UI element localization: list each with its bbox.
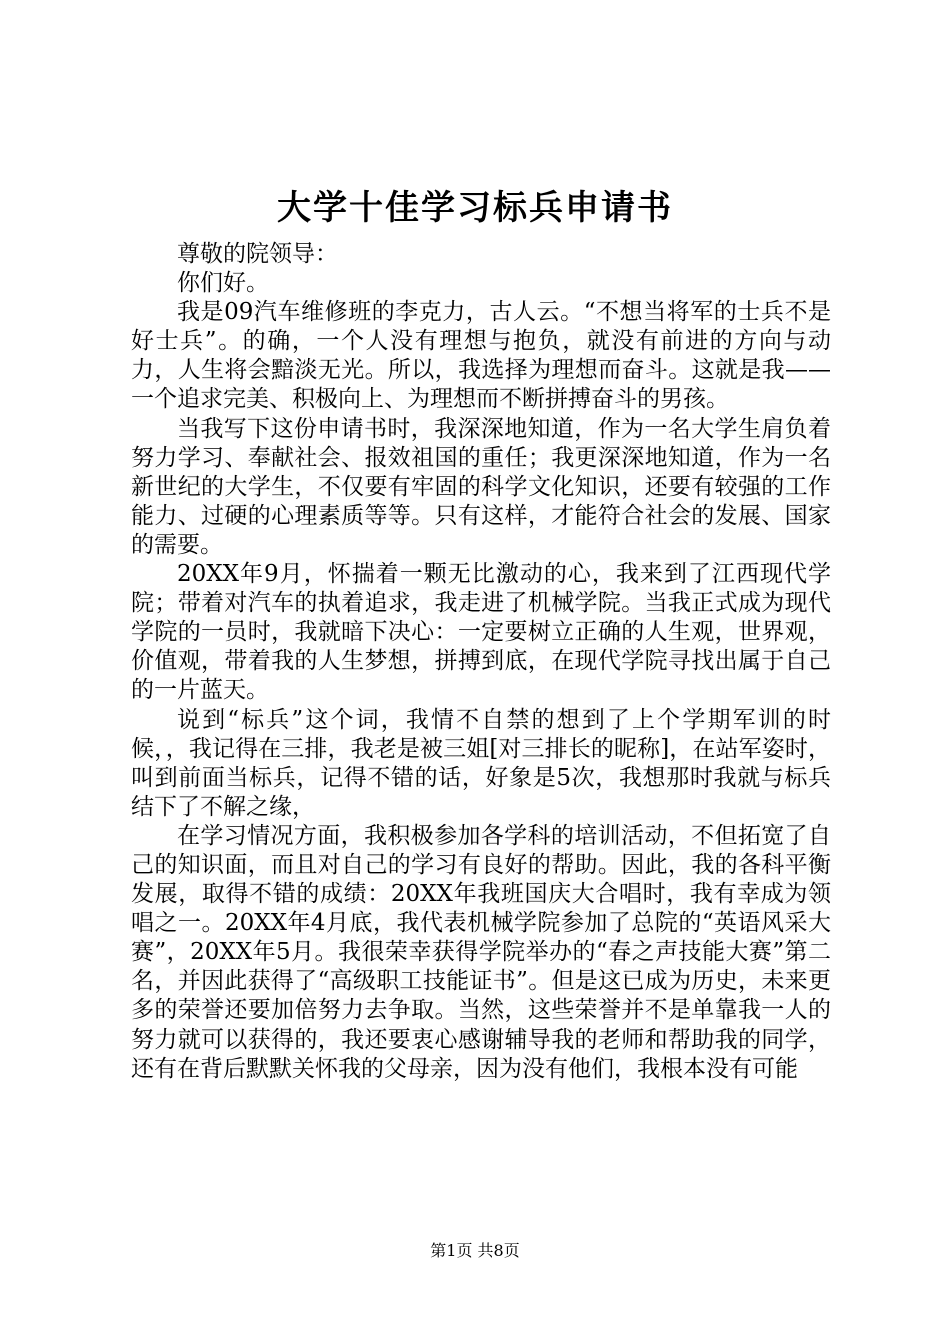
document-body [131,240,831,1084]
paragraph-responsibility: 当我写下这份申请书时，我深深地知道，作为一名大学生肩负着努力学习、奉献社会、报效祖国的重任；我更深深地知道，作为一名新世纪的大学生，不仅要有牢固的科学文化知识，还要有较强的工作能力、过硬的心理素质等等。只有这样，才能符合社会的发展、国家的需要。 [131,415,831,558]
paragraph-enrollment: 20XX年9月，怀揣着一颗无比激动的心，我来到了江西现代学院；带着对汽车的执着追求，我走进了机械学院。当我正式成为现代学院的一员时，我就暗下决心：一定要树立正确的人生观，世界观，价值观，带着我的人生梦想，拼搏到底，在现代学院寻找出属于自己的一片蓝天。 [131,561,831,704]
paragraph-introduction: 我是09汽车维修班的李克力，古人云。“不想当将军的士兵不是好士兵”。的确，一个人没有理想与抱负，就没有前进的方向与动力，人生将会黯淡无光。所以，我选择为理想而奋斗。这就是我——一个追求完美、积极向上、为理想而不断拼搏奋斗的男孩。 [131,299,831,413]
paragraph-study-achievements: 在学习情况方面，我积极参加各学科的培训活动，不但拓宽了自己的知识面，而且对自己的学习有良好的帮助。因此，我的各科平衡发展，取得不错的成绩：20XX年我班国庆大合唱时，我有幸成为领唱之一。20XX年4月底，我代表机械学院参加了总院的“英语风采大赛”，20XX年5月。我很荣幸获得学院举办的“春之声技能大赛”第二名，并因此获得了“高级职工技能证书”。但是这已成为历史，未来更多的荣誉还要加倍努力去争取。当然，这些荣誉并不是单靠我一人的努力就可以获得的，我还要衷心感谢辅导我的老师和帮助我的同学，还有在背后默默关怀我的父母亲，因为没有他们，我根本没有可能 [131,822,831,1082]
salutation: 尊敬的院领导： [177,241,338,267]
greeting: 你们好。 [177,270,269,297]
page-footer: 第1页 共8页 [430,1241,520,1260]
document-title: 大学十佳学习标兵申请书 [277,188,673,228]
paragraph-military-training: 说到“标兵”这个词，我情不自禁的想到了上个学期军训的时候，，我记得在三排，我老是被三姐[对三排长的昵称]，在站军姿时，叫到前面当标兵，记得不错的话，好象是5次，我想那时我就与标兵结下了不解之缘， [131,706,831,820]
